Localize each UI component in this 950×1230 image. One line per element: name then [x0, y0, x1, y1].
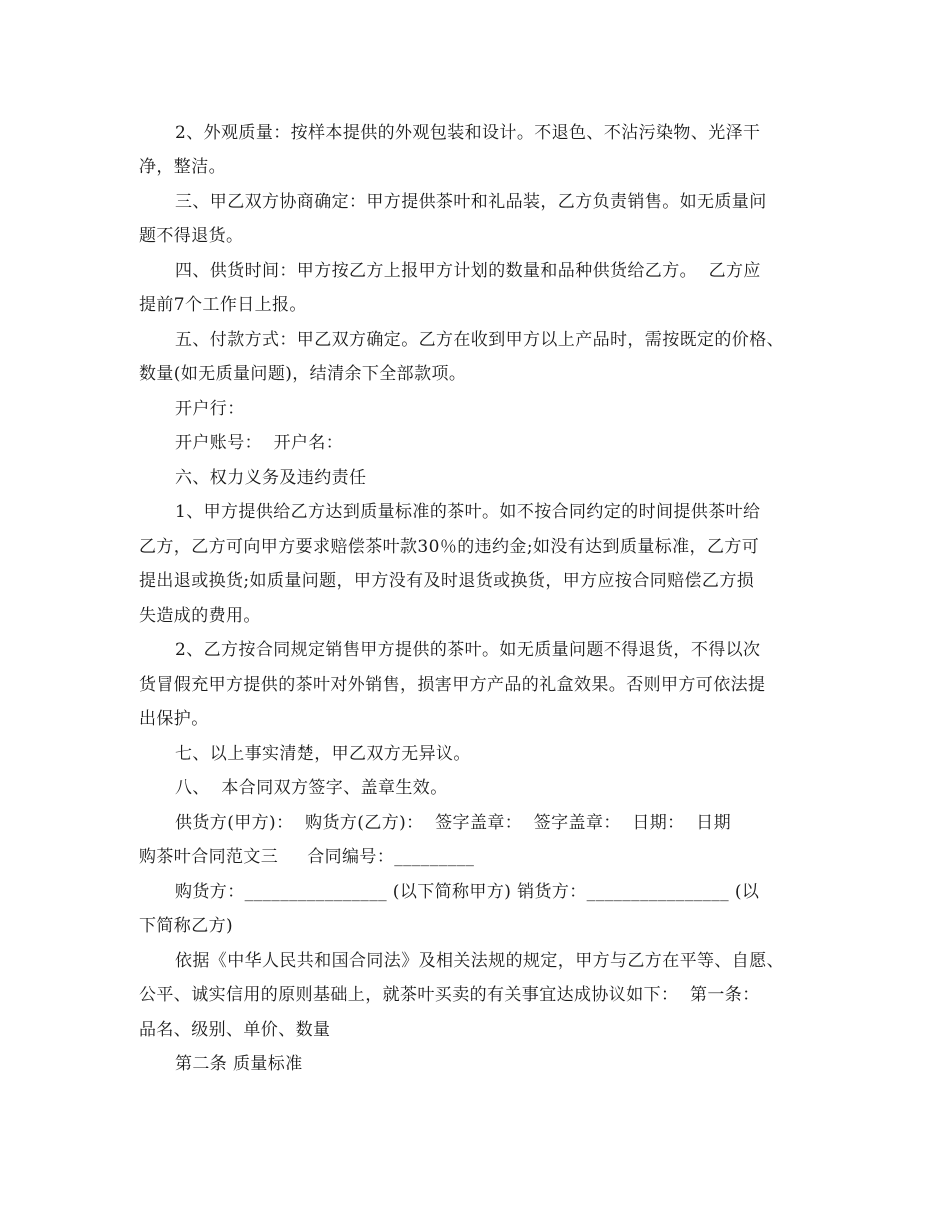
text-line: 失造成的费用。 [139, 606, 261, 626]
contract-title: 购茶叶合同范文三 合同编号：_________ [139, 847, 475, 867]
text-line: 2、乙方按合同规定销售甲方提供的茶叶。如无质量问题不得退货，不得以次 [175, 640, 761, 660]
text-line: 货冒假充甲方提供的茶叶对外销售，损害甲方产品的礼盒效果。否则甲方可依法提 [139, 675, 766, 695]
text-line: 提出退或换货;如质量问题，甲方没有及时退货或换货，甲方应按合同赔偿乙方损 [139, 571, 755, 591]
text-line: 五、付款方式：甲乙双方确定。乙方在收到甲方以上产品时，需按既定的价格、 [175, 330, 784, 350]
text-line: 三、甲乙双方协商确定：甲方提供茶叶和礼品装，乙方负责销售。如无质量问 [175, 192, 767, 212]
text-line: 提前7个工作日上报。 [139, 295, 307, 315]
text-line: 七、以上事实清楚，甲乙双方无异议。 [175, 744, 471, 764]
text-line: 数量(如无质量问题)，结清余下全部款项。 [139, 364, 467, 384]
text-line: 八、 本合同双方签字、盖章生效。 [175, 778, 448, 798]
signature-line: 供货方(甲方)： 购货方(乙方)： 签字盖章： 签字盖章： 日期： 日期 [175, 813, 731, 833]
text-line: 下简称乙方) [139, 916, 234, 936]
text-line: 四、供货时间：甲方按乙方上报甲方计划的数量和品种供货给乙方。 乙方应 [175, 261, 761, 281]
text-line: 1、甲方提供给乙方达到质量标准的茶叶。如不按合同约定的时间提供茶叶给 [175, 502, 761, 522]
party-line: 购货方：________________ (以下简称甲方) 销货方：________________ (以 [175, 882, 760, 902]
text-line: 净，整洁。 [139, 157, 226, 177]
text-line: 开户行： [175, 399, 245, 419]
text-line: 出保护。 [139, 709, 209, 729]
section-heading: 第二条 质量标准 [175, 1054, 303, 1074]
text-line: 依据《中华人民共和国合同法》及相关法规的规定，甲方与乙方在平等、自愿、 [175, 951, 784, 971]
section-heading: 六、权力义务及违约责任 [175, 468, 367, 488]
text-line: 乙方，乙方可向甲方要求赔偿茶叶款30％的违约金;如没有达到质量标准，乙方可 [139, 537, 760, 557]
text-line: 开户账号： 开户名： [175, 433, 344, 453]
text-line: 题不得退货。 [139, 226, 244, 246]
text-line: 2、外观质量：按样本提供的外观包装和设计。不退色、不沾污染物、光泽干 [175, 123, 761, 143]
text-line: 公平、诚实信用的原则基础上，就茶叶买卖的有关事宜达成协议如下： 第一条： [139, 985, 760, 1005]
text-line: 品名、级别、单价、数量 [139, 1020, 331, 1040]
